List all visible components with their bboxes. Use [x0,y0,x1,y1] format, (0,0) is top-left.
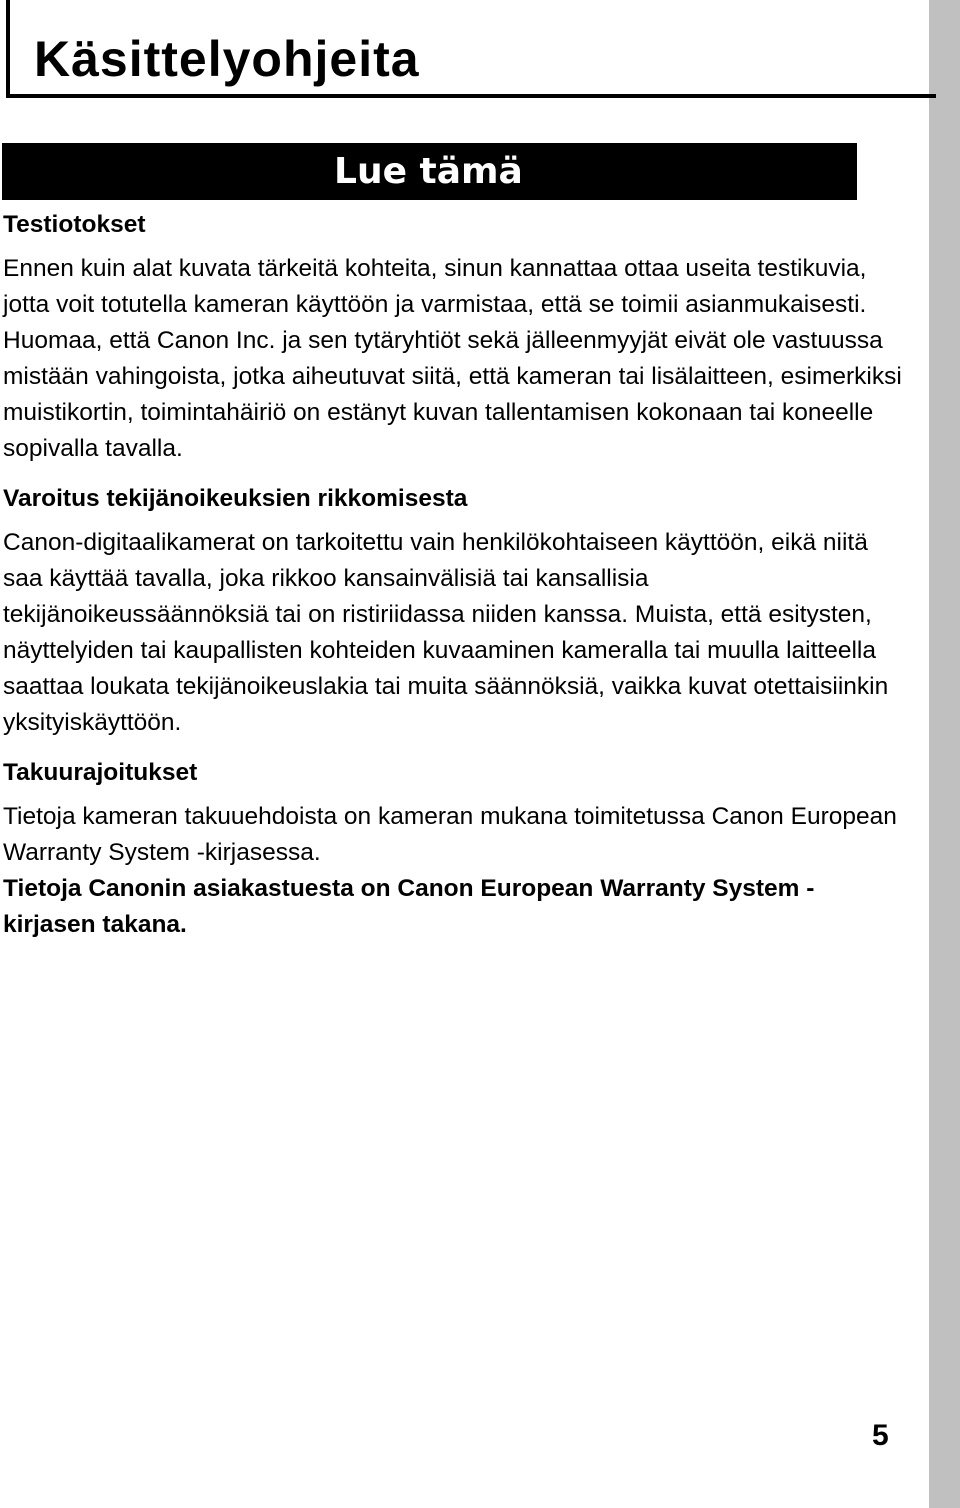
section-banner [2,143,857,200]
section-copyright-warning [3,481,903,741]
page-number: 5 [872,1419,889,1452]
paragraph: Ennen kuin alat kuvata tärkeitä kohteita, sinun kannattaa ottaa useita testikuvia, jotta voit totutella kameran käyttöön ja varmistaa, että se toimii asianmukaisesti. [3,255,867,318]
section-heading: Takuurajoitukset [3,759,198,786]
section-heading: Testiotokset [3,211,146,238]
paragraph-bold: Tietoja Canonin asiakastuesta on Canon European Warranty System -kirjasen takana. [3,875,815,938]
section-heading: Varoitus tekijänoikeuksien rikkomisesta [3,485,468,512]
chapter-title: Käsittelyohjeita [34,31,420,87]
paragraph: Tietoja kameran takuuehdoista on kameran mukana toimitetussa Canon European Warranty System -kirjasessa. [3,803,897,866]
chapter-header [6,0,936,98]
banner-title: Lue tämä [334,151,523,192]
section-warranty-limitations [3,755,903,943]
chapter-side-tab [929,0,960,1508]
paragraph: Huomaa, että Canon Inc. ja sen tytäryhtiöt sekä jälleenmyyjät eivät ole vastuussa mistään vahingoista, jotka aiheutuvat siitä, että kameran tai lisälaitteen, esimerkiksi muistikortin, toimintahäiriö on estänyt kuvan tallentamisen kokonaan tai koneelle sopivalla tavalla. [3,327,902,462]
paragraph: Canon-digitaalikamerat on tarkoitettu vain henkilökohtaiseen käyttöön, eikä niitä saa käyttää tavalla, joka rikkoo kansainvälisiä tai kansallisia tekijänoikeussäännöksiä tai on ristiriidassa niiden kanssa. Muista, että esitysten, näyttelyiden tai kaupallisten kohteiden kuvaaminen kameralla tai muulla laitteella saattaa loukata tekijänoikeuslakia tai muita säännöksiä, vaikka kuvat otettaisiinkin yksityiskäyttöön. [3,529,889,736]
page-content [3,207,903,957]
section-test-shots [3,207,903,467]
